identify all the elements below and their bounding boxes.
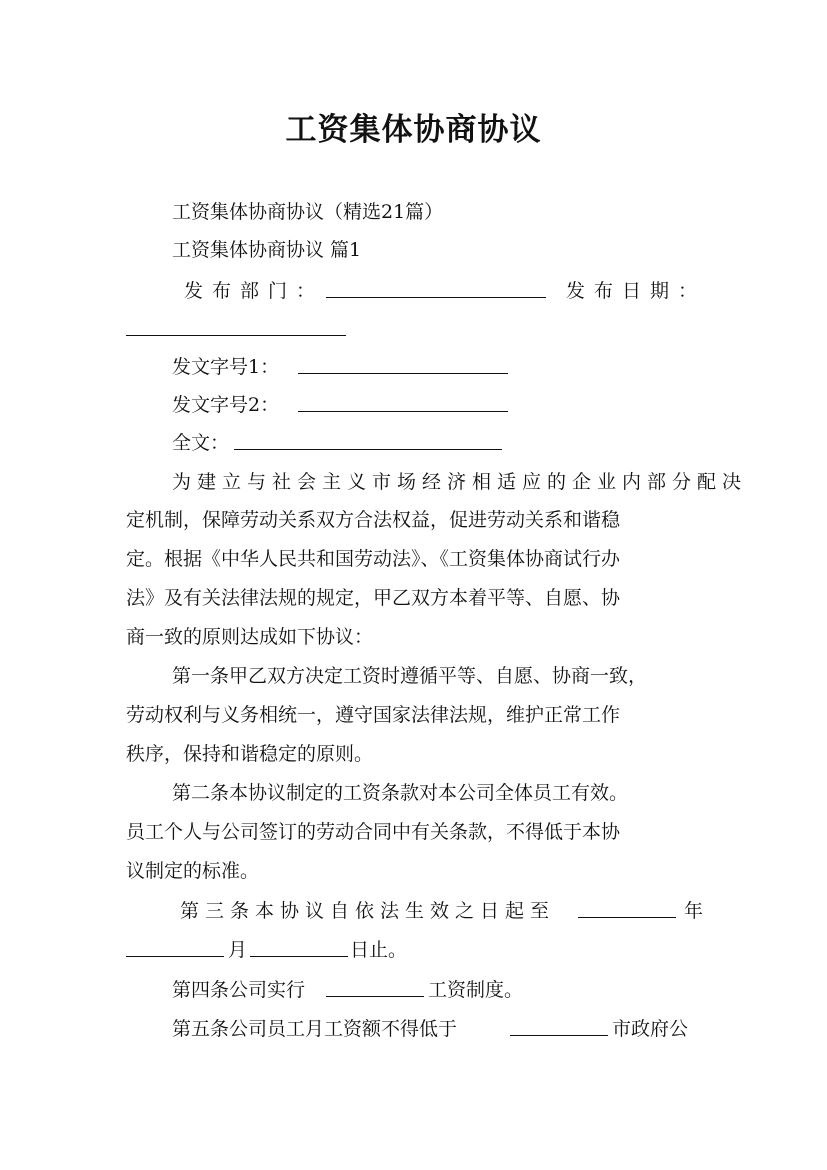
- section-heading: 工资集体协商协议 篇1: [172, 239, 362, 261]
- article-5-end: 市政府公: [612, 1018, 689, 1040]
- article-5-blank: [510, 1017, 608, 1036]
- article-1-line: 劳动权利与义务相统一，遵守国家法律法规，维护正常工作: [126, 704, 621, 726]
- article-4-blank: [326, 978, 424, 997]
- docno2-label: 发文字号2：: [172, 394, 280, 416]
- article-3-end: 日止。: [350, 939, 408, 961]
- article-5-text: 第五条公司员工月工资额不得低于: [172, 1018, 458, 1040]
- fulltext-label: 全文：: [172, 432, 230, 454]
- fulltext-blank: [234, 431, 502, 450]
- article-1-line: 秩序，保持和谐稳定的原则。: [126, 743, 374, 765]
- article-1-line: 第一条甲乙双方决定工资时遵循平等、自愿、协商一致，: [172, 665, 648, 687]
- article-4-text: 第四条公司实行: [172, 979, 306, 1001]
- article-2-line: 议制定的标准。: [126, 860, 260, 882]
- preamble-line: 为建立与社会主义市场经济相适应的企业内部分配决: [172, 471, 748, 493]
- article-2-line: 第二条本协议制定的工资条款对本公司全体员工有效。: [172, 782, 629, 804]
- preamble-line: 法》及有关法律法规的规定，甲乙双方本着平等、自愿、协: [126, 587, 621, 609]
- article-2-line: 员工个人与公司签订的劳动合同中有关条款，不得低于本协: [126, 821, 621, 843]
- article-3-day-blank: [250, 938, 348, 957]
- dept-label: 发布部门：: [184, 280, 325, 302]
- dept-blank: [326, 279, 546, 298]
- docno2-blank: [298, 393, 508, 412]
- article-3-text: 第三条本协议自依法生效之日起至: [180, 900, 556, 922]
- article-3-year: 年: [684, 900, 704, 922]
- date-label: 发布日期：: [566, 280, 707, 302]
- subtitle: 工资集体协商协议（精选21篇）: [172, 201, 444, 223]
- article-3-month-blank: [126, 938, 224, 957]
- date-blank: [126, 317, 346, 336]
- document-title: 工资集体协商协议: [285, 112, 542, 148]
- preamble-line: 定机制，保障劳动关系双方合法权益，促进劳动关系和谐稳: [126, 509, 621, 531]
- article-4-end: 工资制度。: [428, 979, 524, 1001]
- article-3-month: 月: [228, 939, 248, 961]
- preamble-line: 商一致的原则达成如下协议：: [126, 626, 374, 648]
- docno1-label: 发文字号1：: [172, 356, 280, 378]
- docno1-blank: [298, 355, 508, 374]
- preamble-line: 定。根据《中华人民共和国劳动法》、《工资集体协商试行办: [126, 548, 621, 570]
- article-3-year-blank: [578, 899, 676, 918]
